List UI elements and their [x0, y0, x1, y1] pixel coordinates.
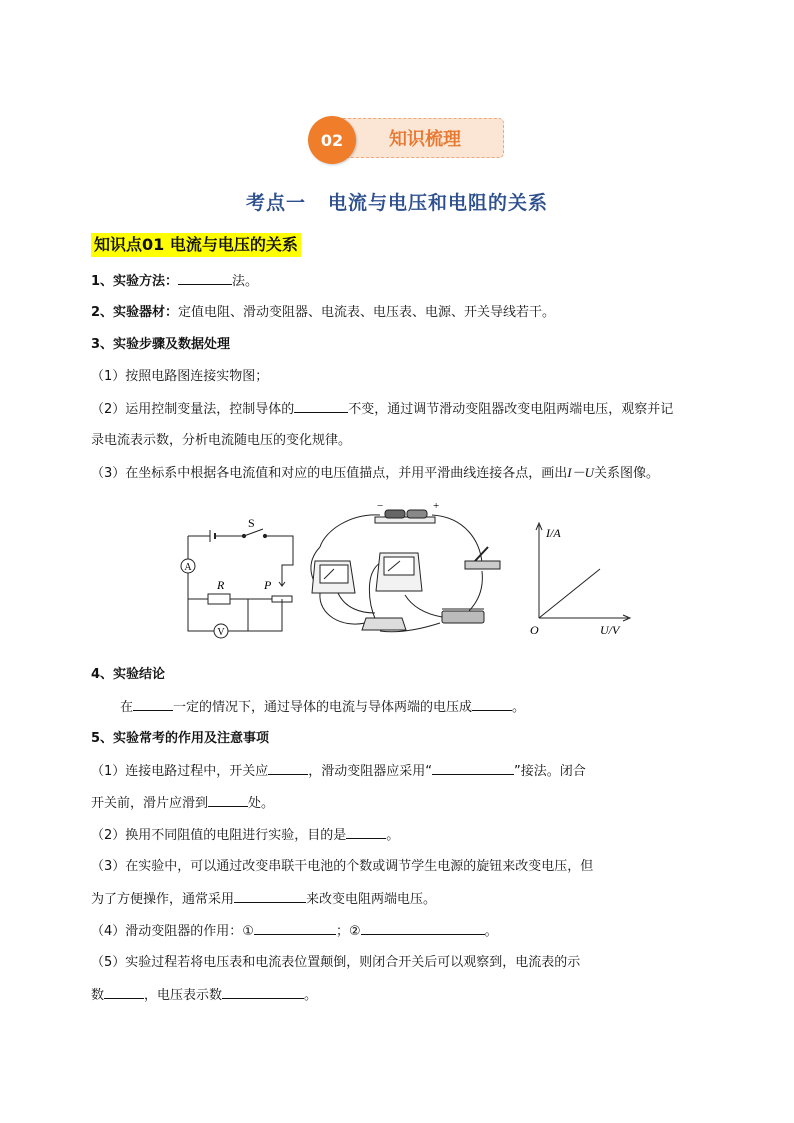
switch-pivot	[242, 534, 245, 537]
method-blank	[178, 272, 232, 285]
note-1-b: ，滑动变阻器应采用“	[308, 764, 433, 779]
note-4-c: 。	[484, 924, 498, 939]
circuit-wire-bottom	[228, 599, 282, 631]
battery-cell-1	[385, 510, 405, 518]
note-5-c: ，电压表示数	[144, 988, 223, 1003]
note-1	[91, 762, 586, 781]
step-3-formula: I－U	[567, 465, 594, 480]
step-2-before: （2）运用控制变量法，控制导体的	[91, 402, 295, 417]
note-1-d: 开关前，滑片应滑到	[91, 796, 209, 811]
section-title-part1: 考点一	[245, 192, 306, 214]
step-3-before: （3）在坐标系中根据各电流值和对应的电压值描点，并用平滑曲线连接各点，画出	[91, 466, 568, 481]
item-equipment	[91, 304, 555, 322]
step-2-after: 不变，通过调节滑动变阻器改变电阻两端电压，观察并记	[348, 402, 674, 417]
graph-y-label: I/A	[546, 526, 561, 540]
voltmeter-dial	[384, 557, 414, 575]
steps-label: 3、实验步骤及数据处理	[91, 337, 231, 352]
note-3-line2	[91, 890, 436, 909]
note-5-b: 数	[91, 988, 105, 1003]
step-3	[91, 464, 659, 483]
method-label: 1、实验方法：	[91, 274, 179, 289]
ammeter-dial	[320, 565, 348, 583]
equipment-text: 定值电阻、滑动变阻器、电流表、电压表、电源、开关导线若干。	[178, 305, 556, 320]
wire-ammeter-to-resistor	[320, 593, 365, 624]
ammeter-label: A	[184, 562, 192, 573]
conclusion-blank-2	[472, 698, 512, 711]
battery-minus-label: −	[377, 503, 384, 512]
note-3-b: 为了方便操作，通常采用	[91, 892, 235, 907]
switch-base	[465, 561, 500, 569]
apparatus-diagram	[311, 510, 500, 632]
equipment-label: 2、实验器材：	[91, 305, 179, 320]
note-1-blank-3	[208, 794, 248, 807]
step-3-after: 关系图像。	[594, 466, 660, 481]
conclusion-middle: 一定的情况下，通过导体的电流与导体两端的电压成	[173, 700, 473, 715]
note-1-line2	[91, 794, 274, 813]
battery-cell-2	[407, 510, 427, 518]
graph-x-label: U/V	[600, 623, 620, 637]
note-1-blank-2	[432, 762, 514, 775]
note-1-blank-1	[268, 762, 308, 775]
note-1-e: 处。	[248, 796, 275, 811]
rheostat-coil	[442, 611, 484, 623]
note-5: （5）实验过程若将电压表和电流表位置颠倒，则闭合开关后可以观察到，电流表的示	[91, 955, 581, 970]
resistor-label: R	[217, 578, 225, 592]
note-2-b: 。	[386, 828, 400, 843]
note-4-blank-2	[361, 922, 485, 935]
note-4-a: （4）滑动变阻器的作用：①	[91, 924, 254, 939]
resistor-block	[362, 618, 406, 630]
section-title-part2: 电流与电压和电阻的关系	[328, 192, 549, 214]
step-2-blank	[294, 400, 348, 413]
section-badge	[306, 116, 506, 164]
notes-label: 5、实验常考的作用及注意事项	[91, 731, 270, 746]
note-5-blank-2	[222, 986, 304, 999]
step-1: （1）按照电路图连接实物图；	[91, 369, 269, 384]
graph-line	[539, 569, 600, 618]
step-2	[91, 400, 673, 419]
note-1-c: ”接法。闭合	[514, 764, 586, 779]
experiment-figure	[180, 503, 640, 645]
slider-label: P	[264, 578, 272, 592]
conclusion-after: 。	[512, 700, 526, 715]
note-2-a: （2）换用不同阻值的电阻进行实验，目的是	[91, 828, 347, 843]
switch-label: S	[248, 516, 255, 530]
step-2-line2: 录电流表示数，分析电流随电压的变化规律。	[91, 433, 352, 448]
note-3: （3）在实验中，可以通过改变串联干电池的个数或调节学生电源的旋钮来改变电压，但	[91, 859, 594, 874]
note-3-c: 来改变电阻两端电压。	[306, 892, 437, 907]
knowledge-point-label: 知识点01	[94, 235, 165, 254]
wire-battery-to-switch	[432, 515, 482, 563]
note-5-line2	[91, 986, 317, 1005]
conclusion-before: 在	[120, 700, 134, 715]
resistor-body	[208, 594, 230, 604]
note-4-b: ；②	[335, 924, 361, 939]
knowledge-point-title: 电流与电压的关系	[169, 235, 298, 254]
note-5-d: 。	[304, 988, 318, 1003]
note-1-a: （1）连接电路过程中，开关应	[91, 764, 269, 779]
note-2	[91, 826, 399, 845]
note-5-blank-1	[104, 986, 144, 999]
voltmeter-label: V	[217, 627, 225, 638]
conclusion-text	[120, 698, 525, 717]
circuit-wire-left	[188, 536, 215, 631]
circuit-diagram	[181, 529, 293, 638]
wire-battery-to-ammeter	[320, 515, 380, 547]
item-method	[91, 272, 258, 291]
note-3-blank	[234, 890, 306, 903]
graph-origin-label: O	[530, 623, 539, 637]
experiment-figure-svg	[180, 503, 640, 645]
conclusion-blank-1	[133, 698, 173, 711]
conclusion-label: 4、实验结论	[91, 667, 166, 682]
note-4-blank-1	[254, 922, 336, 935]
wire-voltmeter-to-rheostat	[405, 595, 442, 617]
knowledge-point-heading	[91, 233, 301, 257]
method-after: 法。	[232, 274, 259, 289]
badge-number: 02	[308, 116, 356, 164]
battery-plus-label: +	[433, 503, 440, 512]
section-title	[0, 188, 794, 215]
note-4	[91, 922, 498, 941]
badge-label: 知识梳理	[338, 118, 504, 158]
note-2-blank	[346, 826, 386, 839]
switch-blade	[244, 529, 263, 536]
